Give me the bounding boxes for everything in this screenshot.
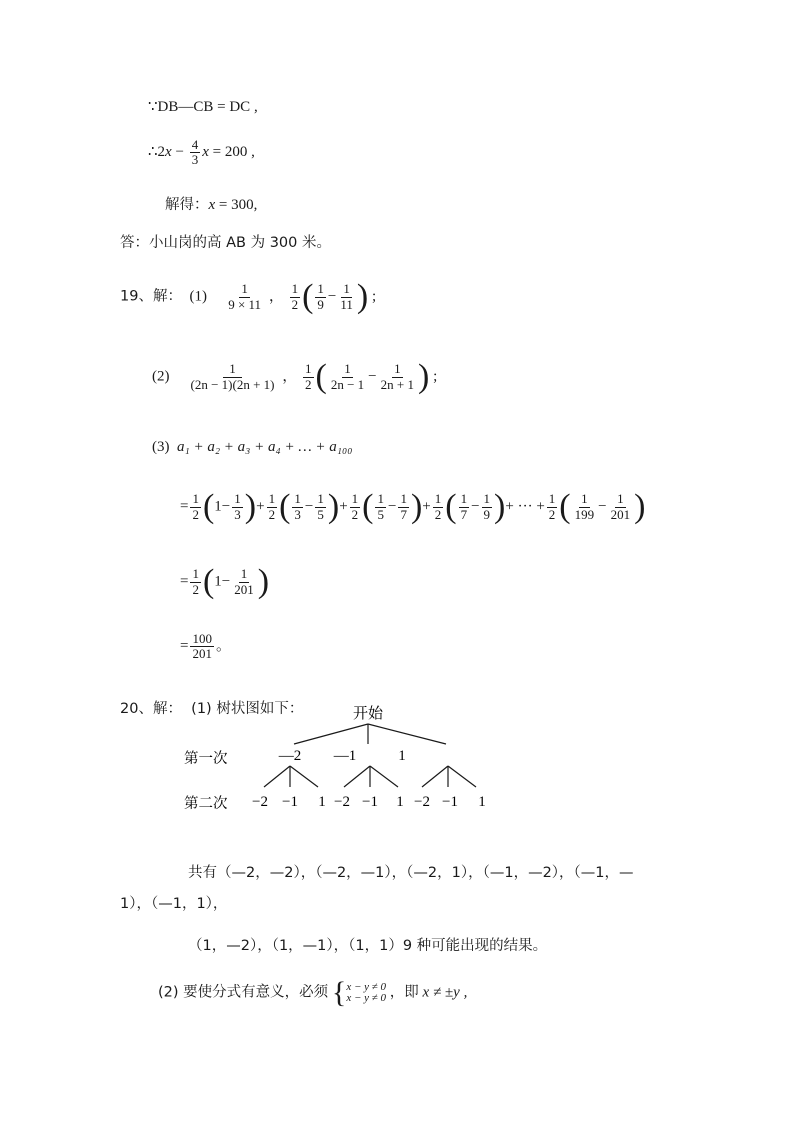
row2-label: 第二次 xyxy=(184,796,228,812)
branch-b3 xyxy=(370,766,398,787)
q19-step1: = $\frac{1}{2}$ (1− $\frac{1}{3}$ )+ $\frac{1}{2}$ ( $\frac{1}{3}$ − $\frac{1}{5}$ )+ $\frac{1}{2}$ ( $\frac{1}{5}$ − $\frac{1}{7}$ )+ $\frac{1}{2}$ ( $\frac{1}{7}$ − $\frac{1}{9}$ )+ ··· + $\frac{1}{2}$ ( $\frac{1}{199}$ − $\frac{1}{201}$ ) xyxy=(180,488,646,525)
four-thirds-fraction: $\frac{4}{3}$ xyxy=(191,137,199,168)
outcomes-line-1: 共有（—2，—2），（—2，—1），（—2，1），（—1，—2），（—1，— xyxy=(188,865,634,881)
branch-b1 xyxy=(344,766,370,787)
q19-part1: 19、解： (1) $\frac{1}{9 \times 11}$ ， $\frac{1}{2}$ ( $\frac{1}{9}$ − $\frac{1}{11}$ ) ; xyxy=(120,278,377,315)
level1-node-c: 1 xyxy=(398,748,406,764)
tree-diagram xyxy=(170,700,510,820)
q19-result: = $\frac{100}{201}$ 。 xyxy=(180,631,231,662)
solve-line: 解得：x = 300, xyxy=(165,197,258,213)
level2-node-4: −2 xyxy=(334,794,350,810)
q19-part3: (3) a₁ + a₂ + a₃ + a₄ + … + a₁₀₀ xyxy=(152,439,353,455)
outcomes-line-3: （1，—2），（1，—1），（1，1）9 种可能出现的结果。 xyxy=(188,938,548,954)
level2-node-3: 1 xyxy=(318,794,326,810)
level2-node-1: −2 xyxy=(252,794,268,810)
level2-node-2: −1 xyxy=(282,794,298,810)
q20-intro: 20、解： (1) 树状图如下： xyxy=(120,701,304,717)
branch-root-c xyxy=(368,724,446,744)
row1-label: 第一次 xyxy=(184,751,228,767)
level1-node-b: —1 xyxy=(333,748,357,764)
level2-node-8: −1 xyxy=(442,794,458,810)
level2-node-7: −2 xyxy=(414,794,430,810)
condition-2: x − y ≠ 0 xyxy=(346,992,387,1004)
condition-1: x − y ≠ 0 xyxy=(346,981,387,993)
q19-part2: (2) $\frac{1}{(2n - 1)(2n + 1)}$ ， $\frac{1}{2}$ ( $\frac{1}{2n - 1}$ − $\frac{1}{2n + 1}$ ) ; xyxy=(152,358,438,395)
tree-root: 开始 xyxy=(352,704,384,722)
branch-a1 xyxy=(264,766,290,787)
branch-root-a xyxy=(294,724,368,744)
branch-c1 xyxy=(422,766,448,787)
because-line: ∵DB—CB = DC , xyxy=(148,99,258,115)
branch-a3 xyxy=(290,766,318,787)
q20-result: x ≠ ±y , xyxy=(422,984,468,1001)
answer-line: 答：小山岗的高 AB 为 300 米。 xyxy=(120,235,331,251)
level2-node-6: 1 xyxy=(396,794,404,810)
outcomes-line-2: 1），（—1，1）， xyxy=(120,896,228,912)
q19-step2: = $\frac{1}{2}$ (1− $\frac{1}{201}$ ) xyxy=(180,563,270,600)
q20-part2: (2) 要使分式有意义，必须 { x − y ≠ 0 x − y ≠ 0 ，即 x ≠ ±y , xyxy=(158,976,468,1009)
therefore-line: ∴2x − $\frac{4}{3}$ x = 200 , xyxy=(148,137,255,168)
branch-c3 xyxy=(448,766,476,787)
level1-node-a: —2 xyxy=(278,748,302,764)
level2-node-5: −1 xyxy=(362,794,378,810)
level2-node-9: 1 xyxy=(478,794,486,810)
